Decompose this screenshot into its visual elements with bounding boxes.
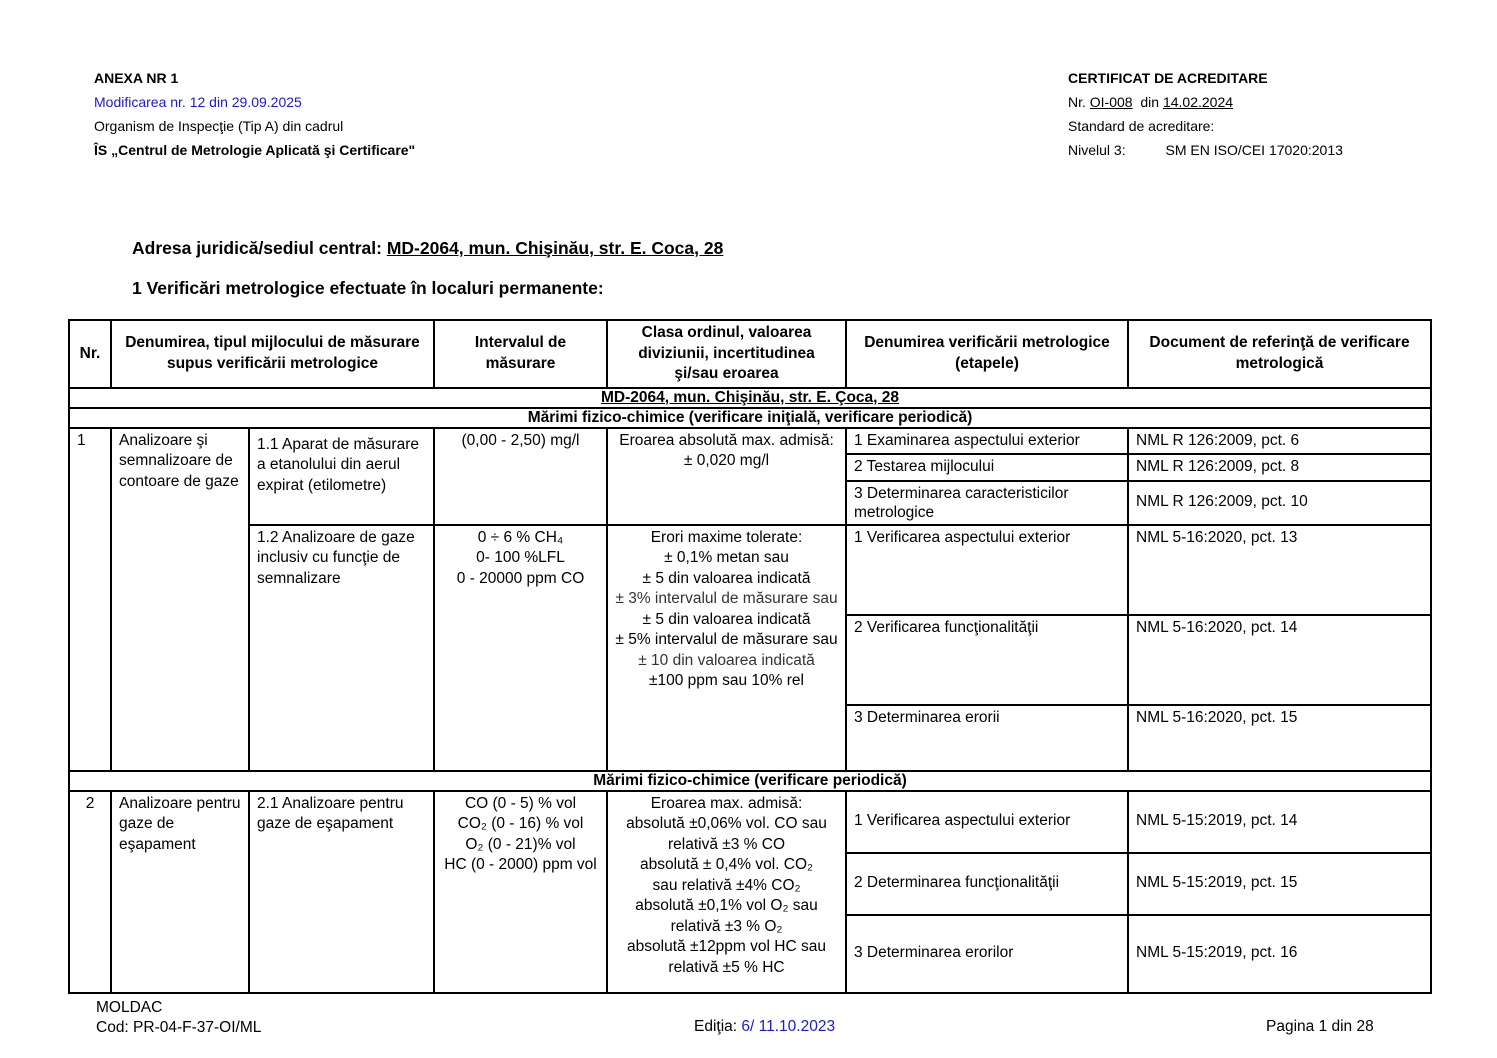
step-name: 1 Verificarea aspectului exterior: [846, 525, 1128, 615]
step-name: 3 Determinarea erorilor: [846, 915, 1128, 993]
step-name: 2 Verificarea funcţionalităţii: [846, 615, 1128, 705]
footer-code: Cod: PR-04-F-37-OI/ML: [96, 1019, 262, 1036]
din-label: din: [1140, 94, 1160, 110]
certificate-title: CERTIFICAT DE ACREDITARE: [1068, 70, 1268, 86]
step-name: 3 Determinarea caracteristicilor metrologice: [846, 481, 1128, 525]
header-class: Clasa ordinul, valoarea diviziunii, incertitudinea şi/sau eroarea: [607, 320, 846, 388]
modification-note: Modificarea nr. 12 din 29.09.2025: [94, 94, 302, 110]
item2-nr: 2: [69, 791, 111, 993]
step-doc: NML R 126:2009, pct. 10: [1128, 481, 1431, 525]
item2-1-interval: CO (0 - 5) % vol CO₂ (0 - 16) % vol O₂ (0 - 21)% vol HC (0 - 2000) ppm vol: [434, 791, 607, 993]
section-title: 1 Verificări metrologice efectuate în localuri permanente:: [132, 278, 604, 298]
level-label: Nivelul 3:: [1068, 142, 1126, 158]
footer-org: MOLDAC: [96, 999, 163, 1016]
nr-label: Nr.: [1068, 94, 1086, 110]
table-header-row: [69, 320, 1431, 388]
item1-1-interval: (0,00 - 2,50) mg/l: [434, 428, 607, 525]
group-row: [69, 408, 1431, 428]
step-doc: NML 5-16:2020, pct. 13: [1128, 525, 1431, 615]
edition-value: 6/ 11.10.2023: [741, 1018, 836, 1035]
step-name: 1 Examinarea aspectului exterior: [846, 428, 1128, 455]
item1-1-error: Eroarea absolută max. admisă: ± 0,020 mg/l: [607, 428, 846, 525]
header-document: Document de referinţă de verificare metrologică: [1128, 320, 1431, 388]
header-interval: Intervalul de măsurare: [434, 320, 607, 388]
group1-title: Mărimi fizico-chimice (verificare iniţială, verificare periodică): [69, 408, 1431, 428]
location-row: [69, 388, 1431, 408]
edition-label: Ediţia:: [694, 1018, 738, 1035]
table-row: [69, 525, 1431, 615]
header-nr: Nr.: [69, 320, 111, 388]
item1-2-error: Erori maxime tolerate: ± 0,1% metan sau ± 5 din valoarea indicată ± 3% intervalul de măsurare sau ± 5 din valoarea indicată ± 5% intervalul de măsurare sau ± 10 din valoarea indicată ±100 ppm sau 10% rel: [607, 525, 846, 771]
header-verification: Denumirea verificării metrologice (etapele): [846, 320, 1128, 388]
certificate-date: 14.02.2024: [1162, 94, 1234, 110]
organism-line: Organism de Inspecţie (Tip A) din cadrul: [94, 118, 344, 134]
item1-category: Analizoare şi semnalizoare de contoare de gaze: [111, 428, 249, 771]
step-doc: NML R 126:2009, pct. 6: [1128, 428, 1431, 455]
header-left: [94, 66, 415, 162]
location-title: MD-2064, mun. Chişinău, str. E. Çoca, 28: [69, 388, 1431, 408]
step-doc: NML 5-16:2020, pct. 15: [1128, 705, 1431, 771]
item2-1-error: Eroarea max. admisă: absolută ±0,06% vol. CO sau relativă ±3 % CO absolută ± 0,4% vol. CO₂ sau relativă ±4% CO₂ absolută ±0,1% vol O₂ sau relativă ±3 % O₂ absolută ±12ppm vol HC sau relativă ±5 % HC: [607, 791, 846, 993]
item1-2-interval: 0 ÷ 6 % CH₄ 0- 100 %LFL 0 - 20000 ppm CO: [434, 525, 607, 771]
step-name: 3 Determinarea erorii: [846, 705, 1128, 771]
standard-label: Standard de acreditare:: [1068, 118, 1215, 134]
legal-address: [132, 238, 723, 259]
group2-title: Mărimi fizico-chimice (verificare periodică): [69, 771, 1431, 791]
header-right: [1068, 66, 1343, 162]
standard-line: [1068, 138, 1343, 162]
standard-value: SM EN ISO/CEI 17020:2013: [1165, 142, 1343, 158]
page-number: Pagina 1 din 28: [1266, 1018, 1374, 1035]
item2-1-name: 2.1 Analizoare pentru gaze de eşapament: [249, 791, 434, 993]
institution-name: ÎS „Centrul de Metrologie Aplicată şi Certificare": [94, 142, 416, 158]
header-name: Denumirea, tipul mijlocului de măsurare supus verificării metrologice: [111, 320, 434, 388]
step-name: 2 Determinarea funcţionalităţii: [846, 853, 1128, 915]
certificate-number-line: [1068, 90, 1343, 114]
step-doc: NML 5-16:2020, pct. 14: [1128, 615, 1431, 705]
step-doc: NML R 126:2009, pct. 8: [1128, 454, 1431, 481]
item1-nr: 1: [69, 428, 111, 771]
step-name: 1 Verificarea aspectului exterior: [846, 791, 1128, 853]
step-doc: NML 5-15:2019, pct. 16: [1128, 915, 1431, 993]
footer-edition: [694, 1018, 835, 1036]
group-row: [69, 771, 1431, 791]
verification-table: [68, 319, 1432, 994]
step-doc: NML 5-15:2019, pct. 15: [1128, 853, 1431, 915]
item2-category: Analizoare pentru gaze de eşapament: [111, 791, 249, 993]
footer-left: [96, 998, 261, 1038]
address-value: MD-2064, mun. Chişinău, str. E. Coca, 28: [386, 238, 724, 258]
table-row: [69, 791, 1431, 853]
step-doc: NML 5-15:2019, pct. 14: [1128, 791, 1431, 853]
address-label: Adresa juridică/sediul central:: [132, 238, 382, 258]
annex-label: ANEXA NR 1: [94, 70, 179, 86]
step-name: 2 Testarea mijlocului: [846, 454, 1128, 481]
item1-1-name: 1.1 Aparat de măsurare a etanolului din aerul expirat (etilometre): [249, 428, 434, 525]
table-row: [69, 428, 1431, 455]
item1-2-name: 1.2 Analizoare de gaze inclusiv cu funcţie de semnalizare: [249, 525, 434, 771]
certificate-number: OI-008: [1089, 94, 1133, 110]
